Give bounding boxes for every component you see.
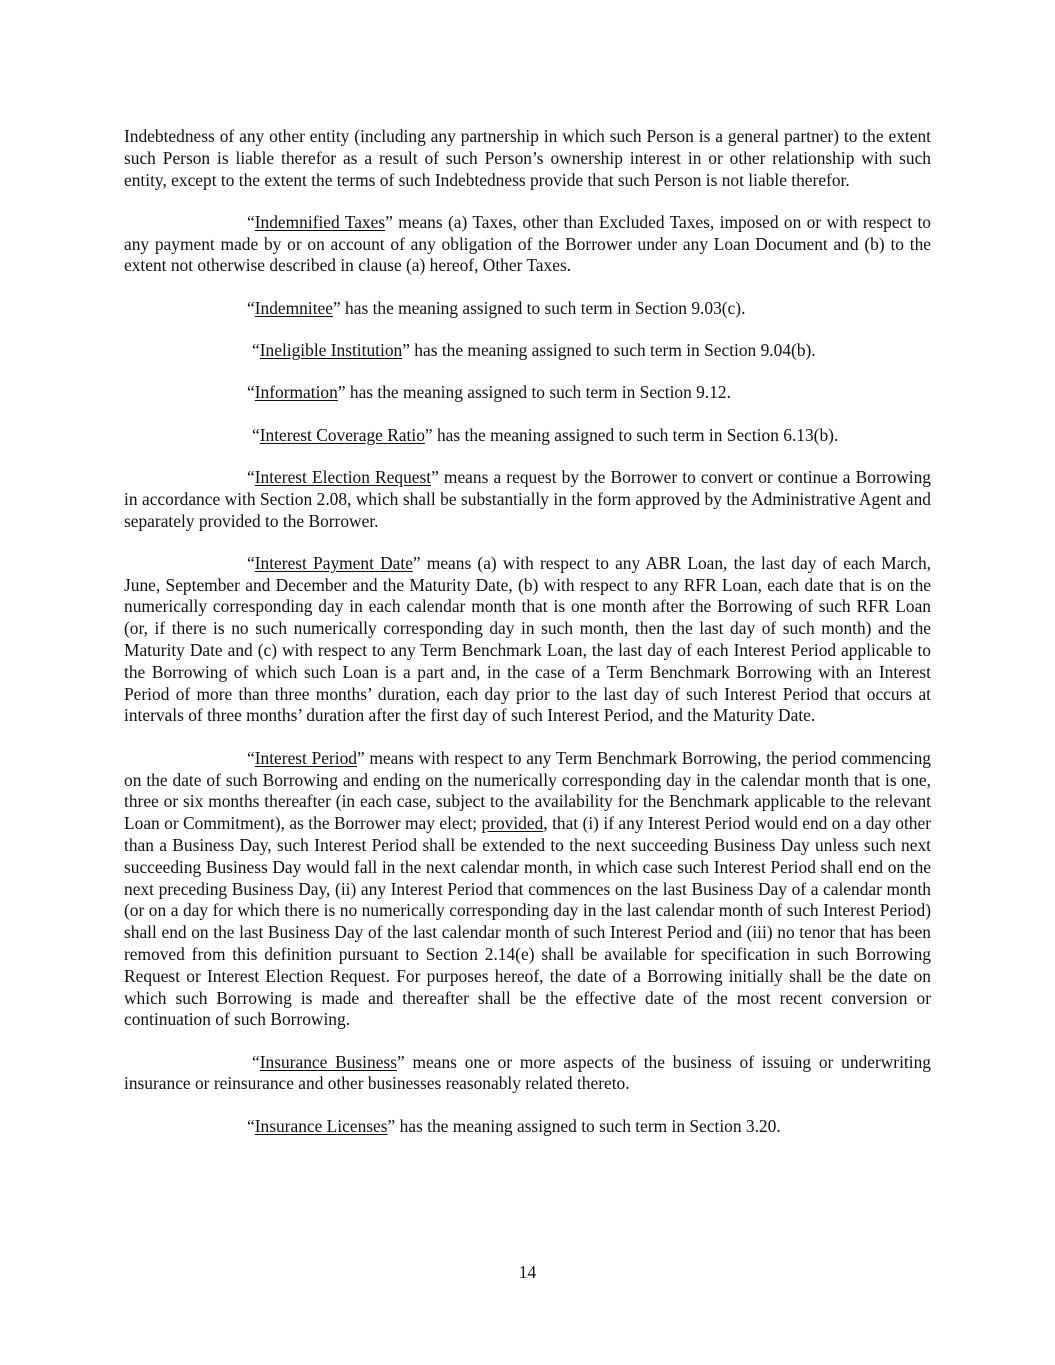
definition-indemnitee: “Indemnitee” has the meaning assigned to such term in Section 9.03(c). [247,297,746,318]
defined-term: Ineligible Institution [259,340,403,361]
definition-text: ” means (a) Taxes, other than Excluded Taxes, imposed on or with respect to any payment made by or on account of any obligation of the Borrower under any Loan Document and (b) to the extent not otherwise described in clause (a) hereof, Other Taxes. [124,211,931,276]
definition-text: ” means a request by the Borrower to convert or continue a Borrowing in accordance with Section 2.08, which shall be substantially in the form approved by the Administrative Agent and separately provided to the Borrower. [124,466,931,531]
paragraph-continuation [124,126,931,191]
definitions-body [124,126,931,1158]
defined-term: Interest Payment Date [254,552,413,573]
defined-term: Insurance Business [259,1051,397,1072]
definition-information: “Information” has the meaning assigned to such term in Section 9.12. [247,382,731,403]
definition-text: ” means (a) with respect to any ABR Loan, the last day of each March, June, September and December and the Maturity Date, (b) with respect to any RFR Loan, each date that is on the numerically corresponding day in each calendar month that is one month after the Borrowing of such RFR Loan (or, if there is no such numerically corresponding day in such month, then the last day of such month) and the Maturity Date and (c) with respect to any Term Benchmark Loan, the last day of each Interest Period applicable to the Borrowing of which such Loan is a part and, in the case of a Term Benchmark Borrowing with an Interest Period of more than three months’ duration, each day prior to the last day of such Interest Period that occurs at intervals of three months’ duration after the first day of such Interest Period, and the Maturity Date. [124,552,932,726]
definition-indemnified-taxes: “Indemnified Taxes” means (a) Taxes, other than Excluded Taxes, imposed on or with respect to any payment made by or on account of any obligation of the Borrower under any Loan Document and (b) to the extent not otherwise described in clause (a) hereof, Other Taxes. [124,211,931,276]
definition-text: ” has the meaning assigned to such term in Section 3.20. [387,1115,781,1136]
definition-interest-coverage-ratio: “Interest Coverage Ratio” has the meaning assigned to such term in Section 6.13(b). [252,424,839,445]
defined-term: Information [254,382,338,403]
definition-text: ” has the meaning assigned to such term in Section 9.12. [337,382,731,403]
defined-term: Interest Period [254,747,357,768]
definition-insurance-licenses: “Insurance Licenses” has the meaning assigned to such term in Section 3.20. [247,1115,781,1136]
definition-text: ” means with respect to any Term Benchmark Borrowing, the period commencing on the date of such Borrowing and ending on the numerically corresponding day in the calendar month that is one, three or six months thereafter (in each case, subject to the availability for the Benchmark applicable to the relevant Loan or Commitment), as the Borrower may elect; [124,747,931,834]
definition-text: ” has the meaning assigned to such term in Section 9.04(b). [402,340,816,361]
definition-interest-election-request: “Interest Election Request” means a request by the Borrower to convert or continue a Borrowing in accordance with Section 2.08, which shall be substantially in the form approved by the Administrative Agent and separately provided to the Borrower. [124,466,931,531]
definition-text: ” means one or more aspects of the business of issuing or underwriting insurance or reinsurance and other businesses reasonably related thereto. [124,1051,931,1094]
definition-ineligible-institution: “Ineligible Institution” has the meaning assigned to such term in Section 9.04(b). [252,340,816,361]
definition-interest-period: “Interest Period” means with respect to any Term Benchmark Borrowing, the period commencing on the date of such Borrowing and ending on the numerically corresponding day in the calendar month that is one, three or six months thereafter (in each case, subject to the availability for the Benchmark applicable to the relevant Loan or Commitment), as the Borrower may elect; provided, that (i) if any Interest Period would end on a day other than a Business Day, such Interest Period shall be extended to the next succeeding Business Day unless such next succeeding Business Day would fall in the next calendar month, in which case such Interest Period shall end on the next preceding Business Day, (ii) any Interest Period that commences on the last Business Day of a calendar month (or on a day for which there is no numerically corresponding day in the last calendar month of such Interest Period) shall end on the last Business Day of the last calendar month of such Interest Period and (iii) no tenor that has been removed from this definition pursuant to Section 2.14(e) shall be available for specification in such Borrowing Request or Interest Election Request. For purposes hereof, the date of a Borrowing initially shall be the date on which such Borrowing is made and thereafter shall be the effective date of the most recent conversion or continuation of such Borrowing. [124,747,931,1030]
page-number: 14 [518,1262,537,1282]
definition-insurance-business: “Insurance Business” means one or more aspects of the business of issuing or underwriting insurance or reinsurance and other businesses reasonably related thereto. [124,1051,931,1094]
definition-interest-payment-date: “Interest Payment Date” means (a) with respect to any ABR Loan, the last day of each March, June, September and December and the Maturity Date, (b) with respect to any RFR Loan, each date that is on the numerically corresponding day in each calendar month that is one month after the Borrowing of such RFR Loan (or, if there is no such numerically corresponding day in such month, then the last day of such month) and the Maturity Date and (c) with respect to any Term Benchmark Loan, the last day of each Interest Period applicable to the Borrowing of which such Loan is a part and, in the case of a Term Benchmark Borrowing with an Interest Period of more than three months’ duration, each day prior to the last day of such Interest Period that occurs at intervals of three months’ duration after the first day of such Interest Period, and the Maturity Date. [124,552,932,726]
defined-term: Interest Election Request [254,466,432,487]
defined-term: Indemnified Taxes [254,211,386,232]
defined-term: Indemnitee [254,297,333,318]
definition-text: ” has the meaning assigned to such term in Section 6.13(b). [424,424,839,445]
definition-text-continued: , that (i) if any Interest Period would end on a day other than a Business Day, such Interest Period shall be extended to the next succeeding Business Day unless such next succeeding Business Day would fall in the next calendar month, in which case such Interest Period shall end on the next preceding Business Day, (ii) any Interest Period that commences on the last Business Day of a calendar month (or on a day for which there is no numerically corresponding day in the last calendar month of such Interest Period) shall end on the last Business Day of the last calendar month of such Interest Period and (iii) no tenor that has been removed from this definition pursuant to Section 2.14(e) shall be available for specification in such Borrowing Request or Interest Election Request. For purposes hereof, the date of a Borrowing initially shall be the date on which such Borrowing is made and thereafter shall be the effective date of the most recent conversion or continuation of such Borrowing. [124,813,931,1030]
definition-text: ” has the meaning assigned to such term in Section 9.03(c). [332,297,746,318]
defined-term: Insurance Licenses [254,1115,388,1136]
defined-term: Interest Coverage Ratio [259,424,425,445]
paragraph-text: Indebtedness of any other entity (including any partnership in which such Person is a general partner) to the extent such Person is liable therefor as a result of such Person’s ownership interest in or other relationship with such entity, except to the extent the terms of such Indebtedness provide that such Person is not liable therefor. [124,126,931,190]
proviso-term: provided [481,813,544,834]
